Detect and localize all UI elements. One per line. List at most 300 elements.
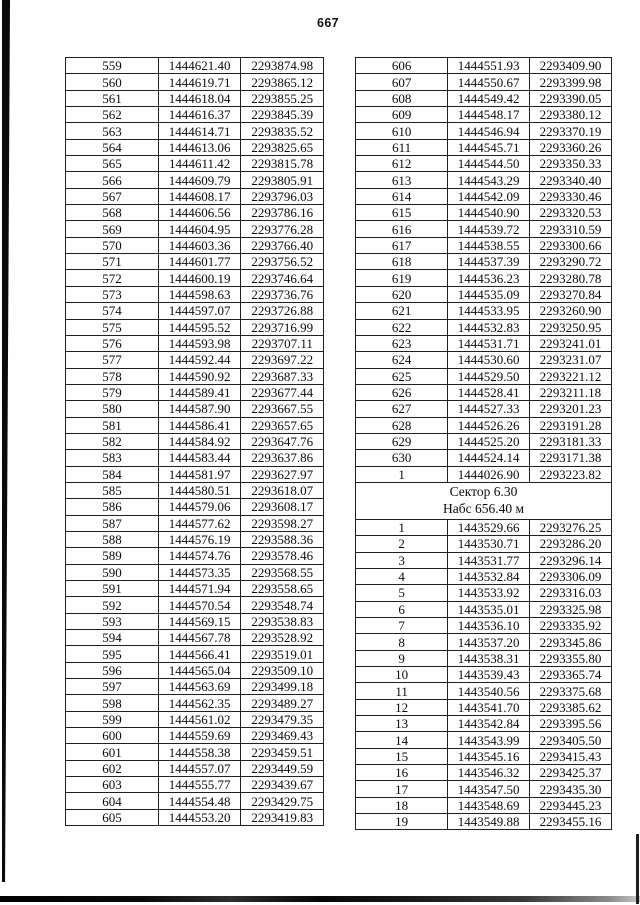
- cell-y-coordinate: 2293316.03: [530, 585, 612, 601]
- cell-x-coordinate: 1444558.38: [158, 744, 241, 760]
- cell-y-coordinate: 2293449.59: [241, 760, 324, 776]
- cell-point-number: 10: [356, 667, 448, 683]
- table-row: [66, 335, 324, 351]
- cell-x-coordinate: 1443531.77: [448, 552, 530, 568]
- cell-x-coordinate: 1444544.50: [448, 156, 530, 172]
- cell-y-coordinate: 2293375.68: [530, 683, 612, 699]
- coordinate-table-left: [65, 57, 324, 826]
- table-row: [356, 335, 612, 351]
- cell-x-coordinate: 1444606.56: [158, 205, 241, 221]
- cell-point-number: 621: [356, 303, 448, 319]
- cell-y-coordinate: 2293250.95: [530, 319, 612, 335]
- cell-y-coordinate: 2293548.74: [241, 597, 324, 613]
- left-table-body: [66, 58, 324, 826]
- cell-y-coordinate: 2293211.18: [530, 384, 612, 400]
- table-row: [356, 748, 612, 764]
- cell-point-number: 566: [66, 172, 159, 188]
- table-row: [66, 630, 324, 646]
- cell-y-coordinate: 2293726.88: [241, 303, 324, 319]
- table-row: [66, 450, 324, 466]
- cell-point-number: 8: [356, 634, 448, 650]
- cell-y-coordinate: 2293310.59: [530, 221, 612, 237]
- cell-y-coordinate: 2293815.78: [241, 156, 324, 172]
- cell-y-coordinate: 2293330.46: [530, 188, 612, 204]
- cell-x-coordinate: 1444542.09: [448, 188, 530, 204]
- cell-x-coordinate: 1444526.26: [448, 417, 530, 433]
- table-row: [66, 139, 324, 155]
- cell-y-coordinate: 2293637.86: [241, 450, 324, 466]
- cell-y-coordinate: 2293300.66: [530, 237, 612, 253]
- cell-y-coordinate: 2293618.07: [241, 482, 324, 498]
- table-row: [66, 564, 324, 580]
- cell-point-number: 613: [356, 172, 448, 188]
- cell-x-coordinate: 1444557.07: [158, 760, 241, 776]
- cell-y-coordinate: 2293786.16: [241, 205, 324, 221]
- cell-y-coordinate: 2293290.72: [530, 254, 612, 270]
- table-row: [356, 433, 612, 449]
- cell-point-number: 573: [66, 286, 159, 302]
- cell-x-coordinate: 1444581.97: [158, 466, 241, 482]
- cell-point-number: 7: [356, 618, 448, 634]
- table-row: [356, 650, 612, 666]
- cell-y-coordinate: 2293425.37: [530, 765, 612, 781]
- table-row: [356, 585, 612, 601]
- cell-point-number: 584: [66, 466, 159, 482]
- table-row: [356, 536, 612, 552]
- cell-x-coordinate: 1444524.14: [448, 450, 530, 466]
- table-row: [66, 531, 324, 547]
- table-row: [356, 797, 612, 813]
- table-row: [356, 286, 612, 302]
- cell-point-number: 625: [356, 368, 448, 384]
- cell-y-coordinate: 2293429.75: [241, 793, 324, 809]
- table-row: [356, 237, 612, 253]
- scan-artifact-bottom-band: [0, 896, 640, 902]
- cell-x-coordinate: 1444528.41: [448, 384, 530, 400]
- table-row: [356, 519, 612, 535]
- cell-point-number: 4: [356, 568, 448, 584]
- cell-y-coordinate: 2293340.40: [530, 172, 612, 188]
- cell-x-coordinate: 1444609.79: [158, 172, 241, 188]
- cell-y-coordinate: 2293221.12: [530, 368, 612, 384]
- cell-point-number: 616: [356, 221, 448, 237]
- cell-point-number: 607: [356, 74, 448, 90]
- cell-y-coordinate: 2293865.12: [241, 74, 324, 90]
- cell-x-coordinate: 1443539.43: [448, 667, 530, 683]
- scan-artifact-right-mark: [636, 834, 639, 904]
- cell-x-coordinate: 1443548.69: [448, 797, 530, 813]
- table-row: [66, 352, 324, 368]
- cell-x-coordinate: 1444611.42: [158, 156, 241, 172]
- cell-point-number: 606: [356, 58, 448, 74]
- table-row: [66, 188, 324, 204]
- cell-x-coordinate: 1444555.77: [158, 777, 241, 793]
- table-row: [356, 552, 612, 568]
- table-row: [66, 384, 324, 400]
- table-row: [356, 716, 612, 732]
- cell-y-coordinate: 2293736.76: [241, 286, 324, 302]
- table-row: [356, 107, 612, 123]
- cell-point-number: 611: [356, 139, 448, 155]
- cell-y-coordinate: 2293756.52: [241, 254, 324, 270]
- cell-x-coordinate: 1444576.19: [158, 531, 241, 547]
- table-row: [66, 515, 324, 531]
- cell-point-number: 600: [66, 728, 159, 744]
- cell-point-number: 11: [356, 683, 448, 699]
- cell-y-coordinate: 2293499.18: [241, 679, 324, 695]
- table-row: [66, 679, 324, 695]
- cell-y-coordinate: 2293568.55: [241, 564, 324, 580]
- cell-y-coordinate: 2293588.36: [241, 531, 324, 547]
- cell-y-coordinate: 2293345.86: [530, 634, 612, 650]
- table-row: [356, 303, 612, 319]
- cell-y-coordinate: 2293677.44: [241, 384, 324, 400]
- table-row: [356, 384, 612, 400]
- cell-x-coordinate: 1444571.94: [158, 581, 241, 597]
- cell-point-number: 567: [66, 188, 159, 204]
- table-row: [356, 401, 612, 417]
- cell-y-coordinate: 2293270.84: [530, 286, 612, 302]
- cell-y-coordinate: 2293874.98: [241, 58, 324, 74]
- table-row: [356, 188, 612, 204]
- table-row: [66, 662, 324, 678]
- cell-point-number: 615: [356, 205, 448, 221]
- cell-y-coordinate: 2293479.35: [241, 711, 324, 727]
- table-row: [356, 765, 612, 781]
- cell-y-coordinate: 2293201.23: [530, 401, 612, 417]
- cell-x-coordinate: 1443538.31: [448, 650, 530, 666]
- cell-point-number: 1: [356, 466, 448, 482]
- table-row: [66, 809, 324, 825]
- cell-y-coordinate: 2293370.19: [530, 123, 612, 139]
- cell-x-coordinate: 1444577.62: [158, 515, 241, 531]
- cell-point-number: 605: [66, 809, 159, 825]
- cell-x-coordinate: 1444548.17: [448, 107, 530, 123]
- cell-x-coordinate: 1444527.33: [448, 401, 530, 417]
- table-row: [356, 417, 612, 433]
- cell-y-coordinate: 2293360.26: [530, 139, 612, 155]
- table-row: [356, 74, 612, 90]
- table-row: [66, 58, 324, 74]
- cell-y-coordinate: 2293528.92: [241, 630, 324, 646]
- cell-y-coordinate: 2293445.23: [530, 797, 612, 813]
- cell-y-coordinate: 2293469.43: [241, 728, 324, 744]
- table-row: [356, 123, 612, 139]
- cell-y-coordinate: 2293776.28: [241, 221, 324, 237]
- cell-point-number: 617: [356, 237, 448, 253]
- cell-point-number: 628: [356, 417, 448, 433]
- table-row: [356, 172, 612, 188]
- cell-point-number: 594: [66, 630, 159, 646]
- cell-x-coordinate: 1444600.19: [158, 270, 241, 286]
- table-row: [66, 90, 324, 106]
- cell-y-coordinate: 2293296.14: [530, 552, 612, 568]
- cell-x-coordinate: 1443547.50: [448, 781, 530, 797]
- table-row: [356, 139, 612, 155]
- cell-point-number: 624: [356, 352, 448, 368]
- cell-x-coordinate: 1443540.56: [448, 683, 530, 699]
- cell-y-coordinate: 2293306.09: [530, 568, 612, 584]
- cell-x-coordinate: 1443532.84: [448, 568, 530, 584]
- cell-point-number: 19: [356, 814, 448, 830]
- cell-point-number: 13: [356, 716, 448, 732]
- cell-y-coordinate: 2293855.25: [241, 90, 324, 106]
- cell-point-number: 604: [66, 793, 159, 809]
- cell-y-coordinate: 2293459.51: [241, 744, 324, 760]
- table-row: [66, 401, 324, 417]
- cell-x-coordinate: 1443543.99: [448, 732, 530, 748]
- table-row: [66, 482, 324, 498]
- cell-x-coordinate: 1444540.90: [448, 205, 530, 221]
- cell-point-number: 587: [66, 515, 159, 531]
- cell-y-coordinate: 2293489.27: [241, 695, 324, 711]
- table-row: [66, 548, 324, 564]
- cell-y-coordinate: 2293805.91: [241, 172, 324, 188]
- cell-y-coordinate: 2293276.25: [530, 519, 612, 535]
- cell-point-number: 568: [66, 205, 159, 221]
- cell-x-coordinate: 1444550.67: [448, 74, 530, 90]
- cell-point-number: 572: [66, 270, 159, 286]
- cell-y-coordinate: 2293657.65: [241, 417, 324, 433]
- cell-y-coordinate: 2293325.98: [530, 601, 612, 617]
- cell-x-coordinate: 1444619.71: [158, 74, 241, 90]
- cell-point-number: 602: [66, 760, 159, 776]
- cell-y-coordinate: 2293350.33: [530, 156, 612, 172]
- cell-x-coordinate: 1444551.93: [448, 58, 530, 74]
- cell-x-coordinate: 1444532.83: [448, 319, 530, 335]
- cell-point-number: 580: [66, 401, 159, 417]
- cell-point-number: 579: [66, 384, 159, 400]
- cell-y-coordinate: 2293320.53: [530, 205, 612, 221]
- table-row: [66, 581, 324, 597]
- cell-y-coordinate: 2293796.03: [241, 188, 324, 204]
- cell-point-number: 559: [66, 58, 159, 74]
- cell-x-coordinate: 1444538.55: [448, 237, 530, 253]
- table-row: [356, 601, 612, 617]
- cell-point-number: 565: [66, 156, 159, 172]
- cell-x-coordinate: 1444026.90: [448, 466, 530, 482]
- cell-point-number: 571: [66, 254, 159, 270]
- table-row: [66, 777, 324, 793]
- cell-point-number: 570: [66, 237, 159, 253]
- cell-point-number: 626: [356, 384, 448, 400]
- cell-x-coordinate: 1443530.71: [448, 536, 530, 552]
- cell-x-coordinate: 1444553.20: [158, 809, 241, 825]
- cell-point-number: 595: [66, 646, 159, 662]
- cell-y-coordinate: 2293241.01: [530, 335, 612, 351]
- cell-x-coordinate: 1444531.71: [448, 335, 530, 351]
- cell-x-coordinate: 1443541.70: [448, 699, 530, 715]
- cell-x-coordinate: 1444616.37: [158, 107, 241, 123]
- cell-point-number: 560: [66, 74, 159, 90]
- cell-x-coordinate: 1443542.84: [448, 716, 530, 732]
- cell-x-coordinate: 1444584.92: [158, 433, 241, 449]
- cell-x-coordinate: 1444549.42: [448, 90, 530, 106]
- cell-x-coordinate: 1444595.52: [158, 319, 241, 335]
- cell-point-number: 614: [356, 188, 448, 204]
- cell-x-coordinate: 1444593.98: [158, 335, 241, 351]
- cell-point-number: 622: [356, 319, 448, 335]
- cell-y-coordinate: 2293415.43: [530, 748, 612, 764]
- cell-point-number: 3: [356, 552, 448, 568]
- cell-y-coordinate: 2293171.38: [530, 450, 612, 466]
- cell-point-number: 592: [66, 597, 159, 613]
- table-row: [356, 618, 612, 634]
- cell-x-coordinate: 1444565.04: [158, 662, 241, 678]
- cell-x-coordinate: 1444561.02: [158, 711, 241, 727]
- table-row: [356, 221, 612, 237]
- cell-point-number: 585: [66, 482, 159, 498]
- cell-point-number: 586: [66, 499, 159, 515]
- table-row: [356, 667, 612, 683]
- table-row: [66, 433, 324, 449]
- cell-x-coordinate: 1444590.92: [158, 368, 241, 384]
- cell-x-coordinate: 1444597.07: [158, 303, 241, 319]
- cell-point-number: 581: [66, 417, 159, 433]
- cell-point-number: 561: [66, 90, 159, 106]
- cell-x-coordinate: 1444537.39: [448, 254, 530, 270]
- section-header-row: [356, 482, 612, 519]
- table-row: [66, 205, 324, 221]
- table-row: [66, 123, 324, 139]
- cell-y-coordinate: 2293608.17: [241, 499, 324, 515]
- table-row: [66, 744, 324, 760]
- table-row: [66, 270, 324, 286]
- cell-x-coordinate: 1444603.36: [158, 237, 241, 253]
- cell-x-coordinate: 1444529.50: [448, 368, 530, 384]
- cell-point-number: 14: [356, 732, 448, 748]
- cell-point-number: 610: [356, 123, 448, 139]
- cell-point-number: 576: [66, 335, 159, 351]
- cell-x-coordinate: 1444525.20: [448, 433, 530, 449]
- cell-point-number: 1: [356, 519, 448, 535]
- cell-point-number: 9: [356, 650, 448, 666]
- cell-point-number: 564: [66, 139, 159, 155]
- cell-x-coordinate: 1444608.17: [158, 188, 241, 204]
- cell-x-coordinate: 1443535.01: [448, 601, 530, 617]
- cell-point-number: 578: [66, 368, 159, 384]
- cell-x-coordinate: 1444583.44: [158, 450, 241, 466]
- cell-point-number: 18: [356, 797, 448, 813]
- cell-y-coordinate: 2293390.05: [530, 90, 612, 106]
- right-table-body: [356, 58, 612, 830]
- cell-point-number: 17: [356, 781, 448, 797]
- cell-y-coordinate: 2293365.74: [530, 667, 612, 683]
- cell-y-coordinate: 2293509.10: [241, 662, 324, 678]
- cell-x-coordinate: 1444536.23: [448, 270, 530, 286]
- table-row: [356, 156, 612, 172]
- cell-x-coordinate: 1444574.76: [158, 548, 241, 564]
- cell-point-number: 599: [66, 711, 159, 727]
- cell-point-number: 590: [66, 564, 159, 580]
- cell-point-number: 597: [66, 679, 159, 695]
- cell-x-coordinate: 1444618.04: [158, 90, 241, 106]
- cell-y-coordinate: 2293280.78: [530, 270, 612, 286]
- coordinate-table-right: [355, 57, 612, 830]
- cell-x-coordinate: 1444586.41: [158, 417, 241, 433]
- cell-x-coordinate: 1444567.78: [158, 630, 241, 646]
- table-row: [66, 107, 324, 123]
- cell-y-coordinate: 2293697.22: [241, 352, 324, 368]
- cell-y-coordinate: 2293260.90: [530, 303, 612, 319]
- cell-y-coordinate: 2293395.56: [530, 716, 612, 732]
- cell-y-coordinate: 2293825.65: [241, 139, 324, 155]
- table-row: [356, 319, 612, 335]
- cell-x-coordinate: 1444566.41: [158, 646, 241, 662]
- table-row: [66, 499, 324, 515]
- cell-y-coordinate: 2293355.80: [530, 650, 612, 666]
- cell-y-coordinate: 2293409.90: [530, 58, 612, 74]
- cell-y-coordinate: 2293578.46: [241, 548, 324, 564]
- table-row: [66, 368, 324, 384]
- cell-x-coordinate: 1444598.63: [158, 286, 241, 302]
- cell-x-coordinate: 1444604.95: [158, 221, 241, 237]
- cell-y-coordinate: 2293716.99: [241, 319, 324, 335]
- table-row: [356, 466, 612, 482]
- table-row: [66, 286, 324, 302]
- cell-y-coordinate: 2293598.27: [241, 515, 324, 531]
- cell-point-number: 2: [356, 536, 448, 552]
- cell-point-number: 562: [66, 107, 159, 123]
- table-row: [66, 793, 324, 809]
- table-row: [66, 646, 324, 662]
- table-row: [66, 711, 324, 727]
- table-row: [356, 699, 612, 715]
- cell-x-coordinate: 1444589.41: [158, 384, 241, 400]
- cell-y-coordinate: 2293845.39: [241, 107, 324, 123]
- cell-y-coordinate: 2293647.76: [241, 433, 324, 449]
- cell-x-coordinate: 1443536.10: [448, 618, 530, 634]
- cell-x-coordinate: 1444601.77: [158, 254, 241, 270]
- table-row: [66, 417, 324, 433]
- cell-x-coordinate: 1444563.69: [158, 679, 241, 695]
- cell-point-number: 601: [66, 744, 159, 760]
- cell-y-coordinate: 2293519.01: [241, 646, 324, 662]
- cell-x-coordinate: 1443529.66: [448, 519, 530, 535]
- cell-x-coordinate: 1444587.90: [158, 401, 241, 417]
- cell-point-number: 619: [356, 270, 448, 286]
- scan-artifact-left-bar: [2, 0, 10, 882]
- table-row: [356, 270, 612, 286]
- table-row: [66, 254, 324, 270]
- cell-point-number: 12: [356, 699, 448, 715]
- cell-point-number: 583: [66, 450, 159, 466]
- cell-point-number: 563: [66, 123, 159, 139]
- cell-y-coordinate: 2293181.33: [530, 433, 612, 449]
- cell-y-coordinate: 2293286.20: [530, 536, 612, 552]
- table-row: [66, 319, 324, 335]
- table-row: [66, 597, 324, 613]
- table-row: [356, 450, 612, 466]
- cell-y-coordinate: 2293385.62: [530, 699, 612, 715]
- cell-y-coordinate: 2293231.07: [530, 352, 612, 368]
- cell-y-coordinate: 2293835.52: [241, 123, 324, 139]
- cell-point-number: 574: [66, 303, 159, 319]
- cell-x-coordinate: 1444554.48: [158, 793, 241, 809]
- cell-y-coordinate: 2293335.92: [530, 618, 612, 634]
- table-row: [66, 156, 324, 172]
- cell-point-number: 596: [66, 662, 159, 678]
- cell-x-coordinate: 1443549.88: [448, 814, 530, 830]
- table-row: [66, 760, 324, 776]
- table-row: [66, 303, 324, 319]
- cell-y-coordinate: 2293419.83: [241, 809, 324, 825]
- cell-x-coordinate: 1444530.60: [448, 352, 530, 368]
- cell-x-coordinate: 1443545.16: [448, 748, 530, 764]
- cell-y-coordinate: 2293558.65: [241, 581, 324, 597]
- cell-y-coordinate: 2293405.50: [530, 732, 612, 748]
- cell-x-coordinate: 1444621.40: [158, 58, 241, 74]
